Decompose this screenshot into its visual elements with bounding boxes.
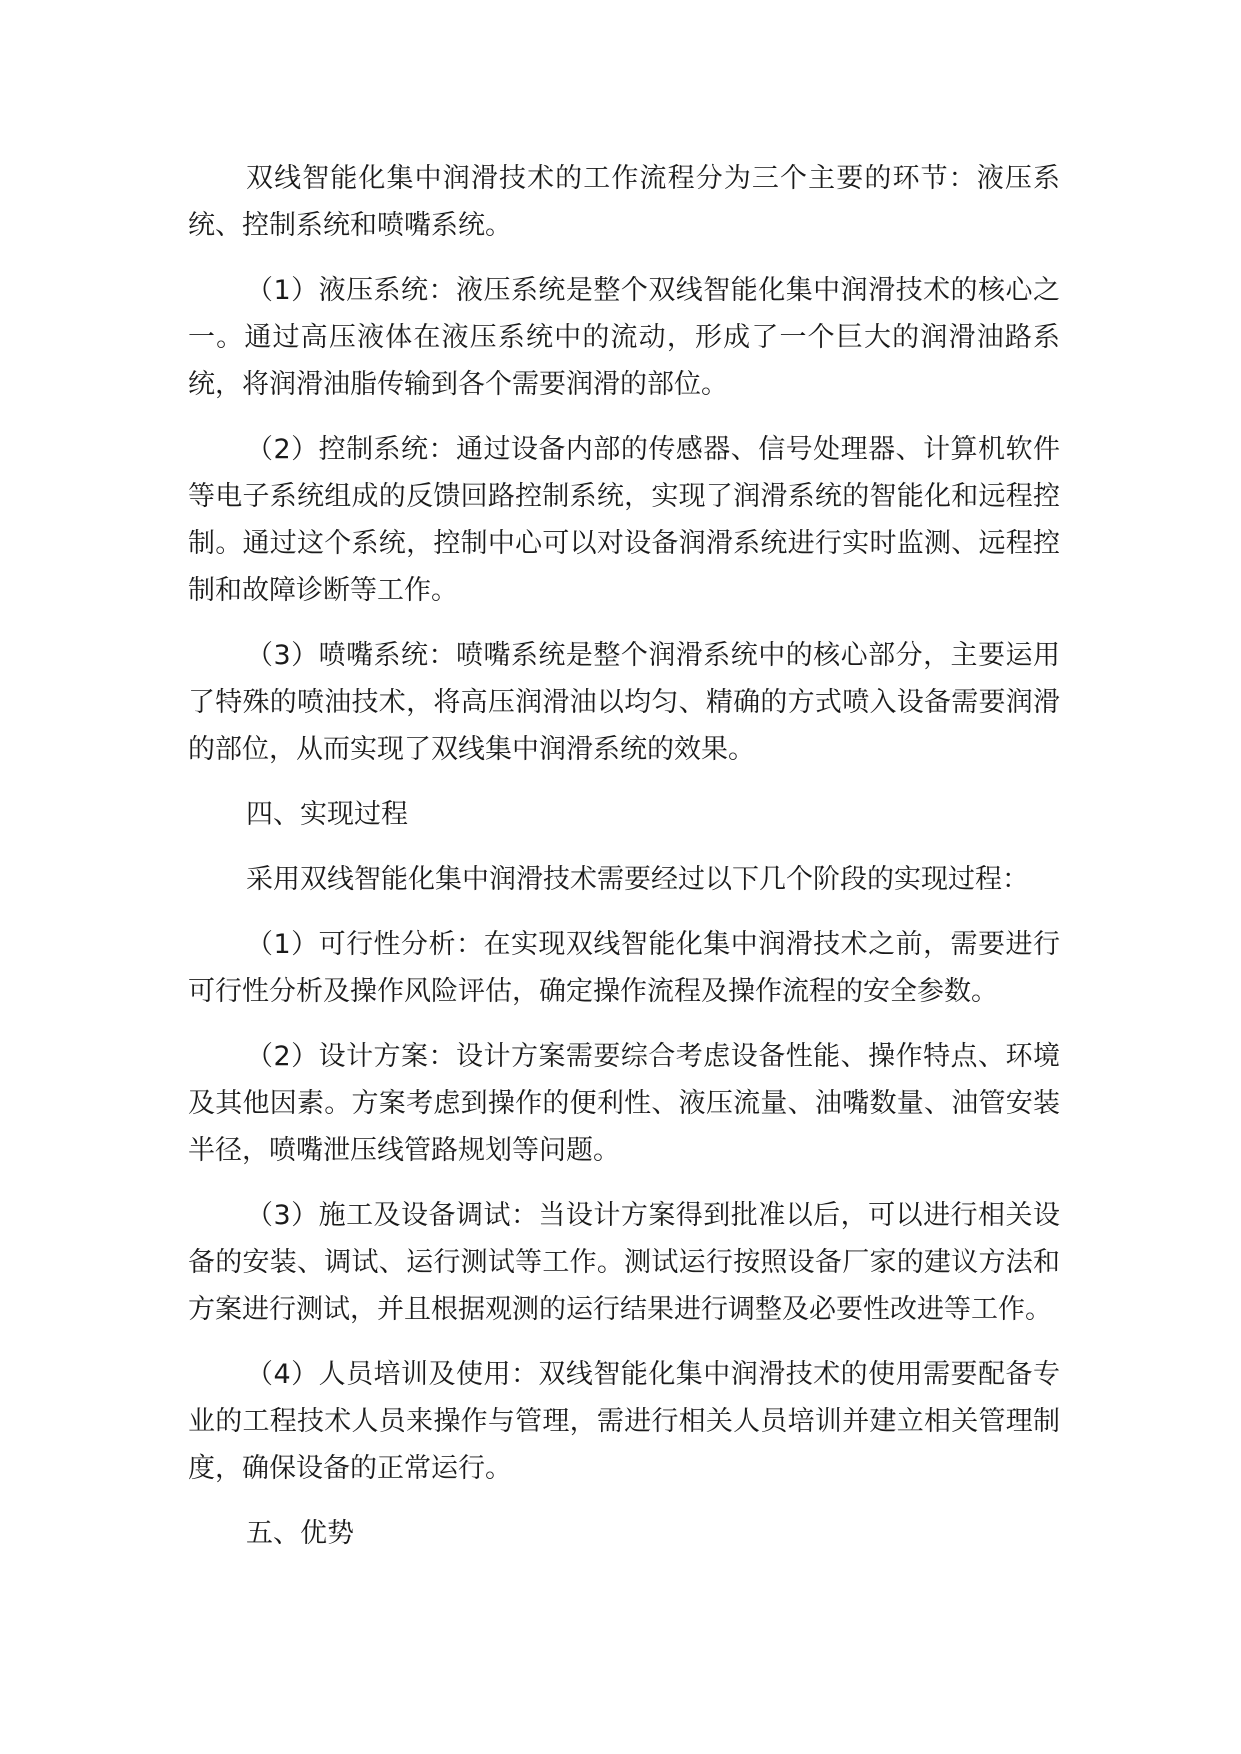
paragraph-nozzle-system: （3）喷嘴系统：喷嘴系统是整个润滑系统中的核心部分，主要运用了特殊的喷油技术，将高压润滑油以均匀、精确的方式喷入设备需要润滑的部位，从而实现了双线集中润滑系统的效果。 [188, 640, 1060, 765]
paragraph-construction-debug: （3）施工及设备调试：当设计方案得到批准以后，可以进行相关设备的安装、调试、运行测试等工作。测试运行按照设备厂家的建议方法和方案进行测试，并且根据观测的运行结果进行调整及必要性改进等工作。 [188, 1200, 1060, 1325]
paragraph-control-system: （2）控制系统：通过设备内部的传感器、信号处理器、计算机软件等电子系统组成的反馈回路控制系统，实现了润滑系统的智能化和远程控制。通过这个系统，控制中心可以对设备润滑系统进行实时监测、远程控制和故障诊断等工作。 [188, 434, 1060, 606]
paragraph-workflow-intro: 双线智能化集中润滑技术的工作流程分为三个主要的环节：液压系统、控制系统和喷嘴系统。 [188, 163, 1060, 241]
section-heading-advantages: 五、优势 [246, 1518, 354, 1549]
section-heading-implementation: 四、实现过程 [246, 799, 408, 830]
paragraph-training-usage: （4）人员培训及使用：双线智能化集中润滑技术的使用需要配备专业的工程技术人员来操作与管理，需进行相关人员培训并建立相关管理制度，确保设备的正常运行。 [188, 1359, 1060, 1484]
paragraph-feasibility: （1）可行性分析：在实现双线智能化集中润滑技术之前，需要进行可行性分析及操作风险评估，确定操作流程及操作流程的安全参数。 [188, 929, 1060, 1007]
paragraph-implementation-intro: 采用双线智能化集中润滑技术需要经过以下几个阶段的实现过程： [246, 864, 1029, 895]
paragraph-design-plan: （2）设计方案：设计方案需要综合考虑设备性能、操作特点、环境及其他因素。方案考虑到操作的便利性、液压流量、油嘴数量、油管安装半径，喷嘴泄压线管路规划等问题。 [188, 1041, 1060, 1166]
document-page [188, 155, 1060, 1575]
paragraph-hydraulic-system: （1）液压系统：液压系统是整个双线智能化集中润滑技术的核心之一。通过高压液体在液压系统中的流动，形成了一个巨大的润滑油路系统，将润滑油脂传输到各个需要润滑的部位。 [188, 275, 1060, 400]
